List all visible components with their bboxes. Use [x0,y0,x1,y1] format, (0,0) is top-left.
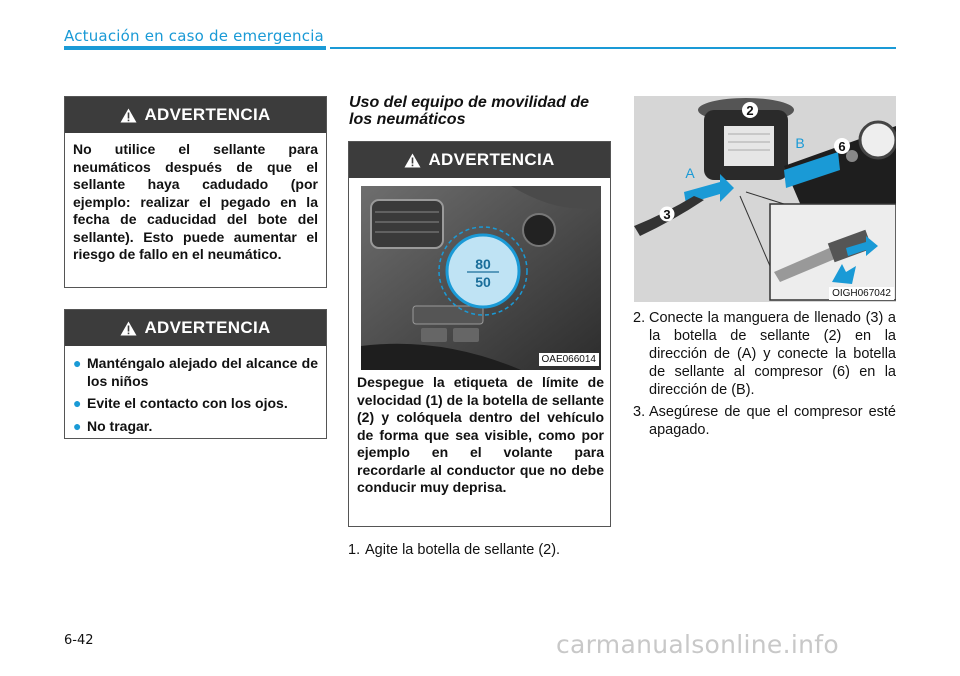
dashboard-illustration [361,186,601,370]
warning-title: ADVERTENCIA [428,150,555,169]
callout-2: 2 [746,103,754,118]
step-3: 3. Asegúrese de que el compresor esté apagado. [633,404,896,438]
figure-code: OAE066014 [539,353,600,366]
warning-title: ADVERTENCIA [144,105,271,124]
callout-B: B [795,135,805,151]
header-rule-thin [330,47,896,49]
warning-title: ADVERTENCIA [144,318,271,337]
bullet-dot-icon: ● [73,395,82,411]
bullet-dot-icon: ● [73,417,82,434]
list-item: ● Manténgalo alejado del alcance de los niños [73,355,318,389]
callout-A: A [685,165,695,181]
warning-list [73,355,318,435]
warning-triangle-icon [404,153,421,168]
step-1: 1. Agite la botella de sellante (2). [348,542,561,558]
callout-3: 3 [663,207,671,222]
steps-list [634,309,896,441]
warning-list-container [65,346,326,448]
warning-triangle-icon [120,321,137,336]
subheading: Uso del equipo de movilidad de los neumáticos [349,94,590,128]
page-number: 6-42 [64,633,94,648]
warning-box-safety [64,309,327,439]
warning-header [65,97,326,133]
list-item: ● Evite el contacto con los ojos. [73,395,288,411]
sealant-compressor-illustration [634,96,896,302]
warning-text: Despegue la etiqueta de límite de velocidad (1) de la botella de sellante (2) y colóquela dentro del vehículo de forma que sea visible, como por ejemplo en el volante para recordarle al conductor que no debe conducir muy deprisa. [357,374,604,495]
speed-label-80: 80 [475,256,491,272]
figure-code: OIGH067042 [829,287,894,300]
section-title: Actuación en caso de emergencia [64,27,324,45]
watermark[interactable]: carmanualsonline.info [556,630,839,659]
warning-triangle-icon [120,108,137,123]
warning-box-speed-label [348,141,611,527]
bullet-dot-icon: ● [73,355,82,371]
warning-header [349,142,610,178]
warning-text: No utilice el sellante para neumáticos después de que el sellante haya cadudado (por ejemplo: realizar el pegado en la fecha de caducidad del bote del sellante). Esto puede aumentar el riesgo de fallo en el neumático. [73,141,318,262]
speed-label-50: 50 [475,274,491,290]
callout-6: 6 [838,139,846,154]
warning-box-expiry [64,96,327,288]
step-2: 2. Conecte la manguera de llenado (3) a la botella de sellante (2) en la dirección de (A) y conecte la botella de sellante al compresor (6) en la dirección de (B). [633,310,896,398]
header-rule-thick [64,46,326,50]
warning-header [65,310,326,346]
list-item: ● No tragar. [73,417,153,434]
